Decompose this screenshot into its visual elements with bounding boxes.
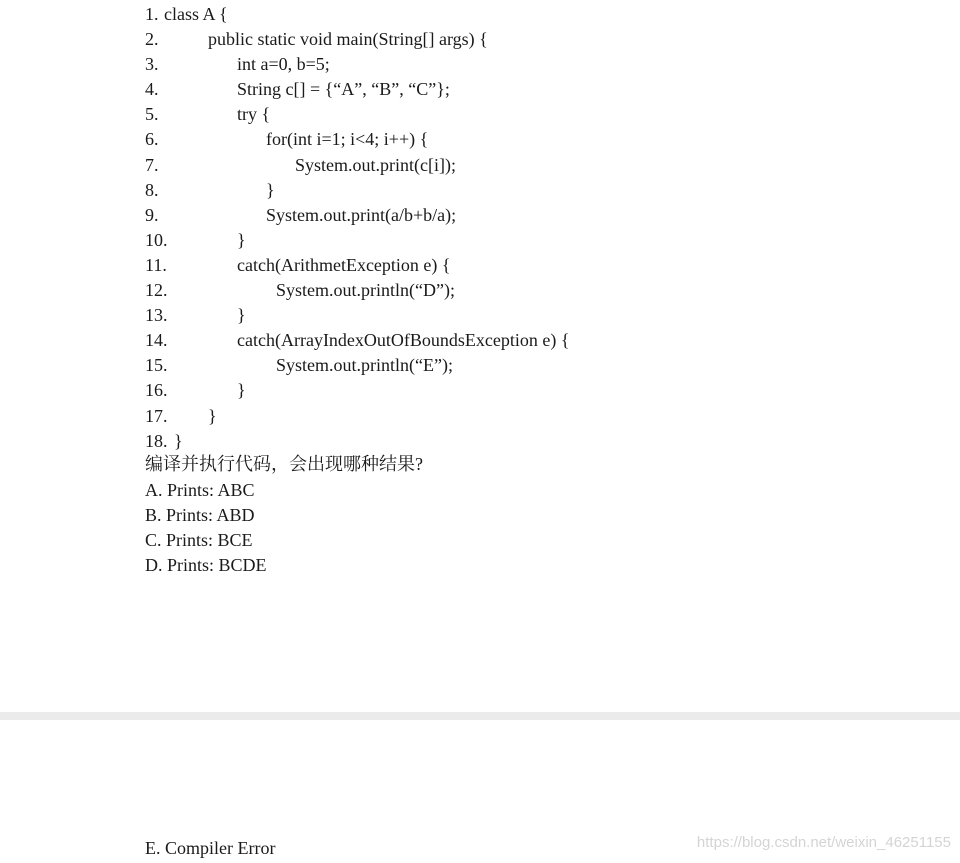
line-code: try { [237,104,271,125]
line-number: 10. [145,229,168,250]
line-number: 13. [145,305,168,326]
code-listing [145,2,570,454]
code-line [145,127,429,152]
line-number: 11. [145,254,167,275]
code-line [145,102,271,127]
code-line [145,77,450,102]
option-c: C. Prints: BCE [145,530,253,551]
option-b: B. Prints: ABD [145,505,255,526]
line-number: 16. [145,380,168,401]
code-line [145,2,228,27]
line-code: } [237,380,246,401]
line-number: 2. [145,29,159,50]
option-d: D. Prints: BCDE [145,555,267,576]
line-code: } [208,405,217,426]
line-number: 5. [145,104,159,125]
line-number: 9. [145,204,159,225]
code-line [145,278,455,303]
code-line [145,27,488,52]
answer-options [145,478,267,578]
line-code: class A { [164,4,228,24]
line-code: int a=0, b=5; [237,54,330,75]
page-divider [0,712,960,720]
line-number: 3. [145,54,159,75]
code-line [145,429,183,454]
line-code: } [266,179,275,200]
line-number: 7. [145,154,159,175]
code-line [145,303,246,328]
question-text: 编译并执行代码，会出现哪种结果? [145,454,423,474]
line-code: System.out.println(“D”); [276,280,455,301]
code-line [145,178,275,203]
line-code: public static void main(String[] args) { [208,29,488,50]
code-line [145,228,246,253]
code-line [145,203,457,228]
line-code: catch(ArithmetException e) { [237,254,451,275]
code-line [145,52,330,77]
code-line [145,404,217,429]
line-code: } [237,229,246,250]
line-code: catch(ArrayIndexOutOfBoundsException e) { [237,330,570,351]
code-line [145,353,453,378]
line-code: String c[] = {“A”, “B”, “C”}; [237,79,450,100]
line-number: 6. [145,129,159,150]
line-number: 15. [145,355,168,376]
option-a: A. Prints: ABC [145,480,255,500]
line-code: System.out.print(a/b+b/a); [266,204,457,225]
code-line [145,253,451,278]
line-number: 14. [145,330,168,351]
line-code: System.out.print(c[i]); [295,154,456,175]
code-line [145,153,456,178]
line-code: } [174,430,183,451]
line-number: 17. [145,405,168,426]
line-code: System.out.println(“E”); [276,355,453,376]
line-code: } [237,305,246,326]
line-number: 12. [145,280,168,301]
code-line [145,328,570,353]
line-number: 4. [145,79,159,100]
watermark-url: https://blog.csdn.net/weixin_46251155 [696,834,951,851]
line-number: 1. [145,4,159,24]
line-code: for(int i=1; i<4; i++) { [266,129,429,150]
line-number: 8. [145,179,159,200]
code-line [145,378,246,403]
line-number: 18. [145,430,168,451]
option-e: E. Compiler Error [145,838,276,858]
